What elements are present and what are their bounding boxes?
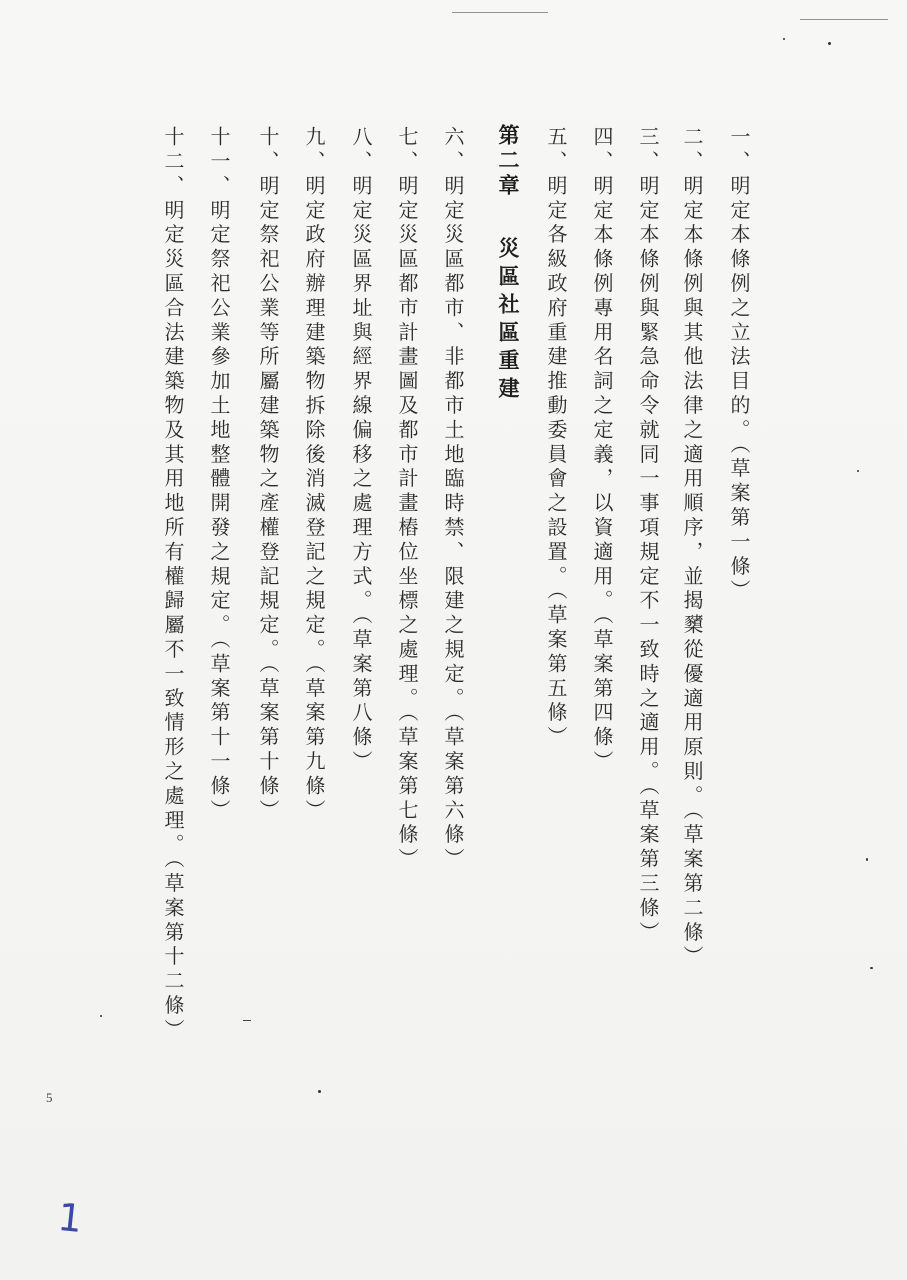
scan-speck [318, 1090, 321, 1093]
item-8: 八、明定災區界址與經界線偏移之處理方式。（草案第八條） [349, 126, 373, 775]
item-7: 七、明定災區都市計畫圖及都市計畫樁位坐標之處理。（草案第七條） [395, 126, 419, 873]
item-9: 九、明定政府辦理建築物拆除後消滅登記之規定。（草案第九條） [302, 126, 326, 824]
item-12: 十二、明定災區合法建築物及其用地所有權歸屬不一致情形之處理。（草案第十二條） [161, 126, 185, 1044]
item-1: 一、明定本條例之立法目的。（草案第一條） [727, 126, 751, 604]
page-number: 5 [46, 1090, 53, 1105]
scan-artifact-top-right [800, 19, 888, 20]
handwritten-mark: 1 [55, 1194, 85, 1242]
scan-speck [783, 38, 785, 40]
item-11: 十一、明定祭祀公業參加土地整體開發之規定。（草案第十一條） [207, 126, 231, 824]
scan-speck [100, 1015, 102, 1017]
item-6: 六、明定災區都市、非都市土地臨時禁、限建之規定。（草案第六條） [441, 126, 465, 873]
item-4: 四、明定本條例專用名詞之定義，以資適用。（草案第四條） [590, 126, 614, 775]
chapter-heading [496, 124, 520, 405]
scan-artifact-dash [243, 1020, 251, 1021]
scan-speck [828, 42, 831, 45]
scan-artifact-top [452, 12, 548, 13]
scan-speck [866, 858, 868, 861]
scan-speck [857, 470, 859, 472]
chapter-number: 第二章 [496, 124, 521, 199]
chapter-title: 災區社區重建 [496, 237, 521, 405]
item-3: 三、明定本條例與緊急命令就同一事項規定不一致時之適用。（草案第三條） [636, 126, 660, 946]
item-2: 二、明定本條例與其他法律之適用順序，並揭櫫從優適用原則。（草案第二條） [680, 126, 704, 970]
scan-speck [870, 967, 873, 969]
item-5: 五、明定各級政府重建推動委員會之設置。（草案第五條） [544, 126, 568, 751]
item-10: 十、明定祭祀公業等所屬建築物之產權登記規定。（草案第十條） [256, 126, 280, 824]
